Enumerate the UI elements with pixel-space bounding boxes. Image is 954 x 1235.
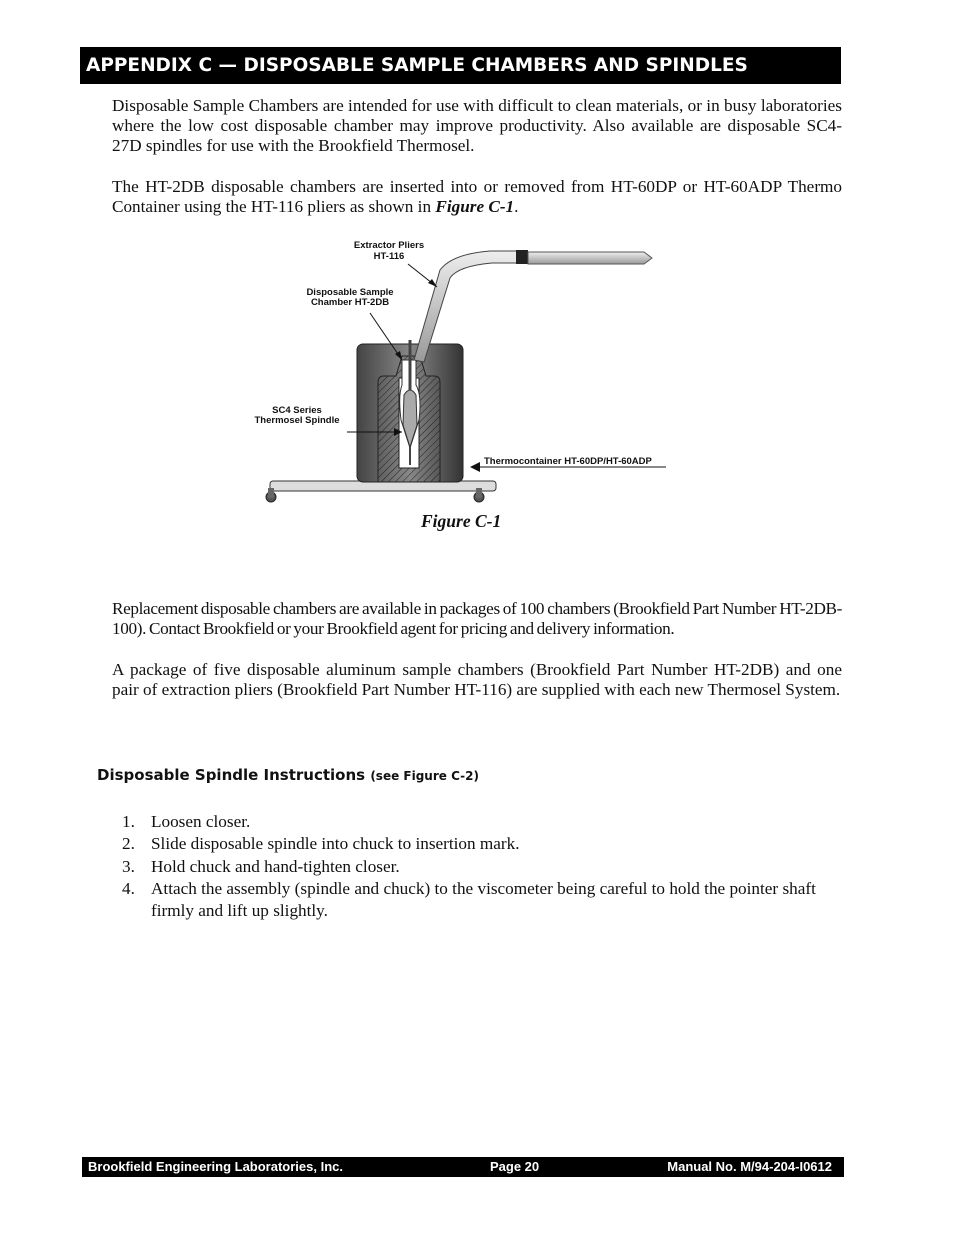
step-number: 4. [122,878,135,898]
instructions-heading [97,766,479,784]
step-item [112,811,842,833]
step-number: 2. [122,834,135,854]
figure-reference: Figure C-1 [435,196,515,216]
chamber-label-line2: Chamber HT-2DB [310,297,390,308]
footer-company: Brookfield Engineering Laboratories, Inc. [88,1159,343,1174]
pliers-label-line2: HT-116 [373,251,405,262]
spindle-label-line2: Thermosel Spindle [254,415,340,426]
package-paragraph: A package of five disposable aluminum sample chambers (Brookfield Part Number HT-2DB) and one pair of extraction pliers (Brookfield Part Number HT-116) are supplied with each new Thermosel System. [112,660,842,699]
step-text: Attach the assembly (spindle and chuck) to the viscometer being careful to hold the pointer shaft firmly and lift up slightly. [151,878,816,921]
page-title: APPENDIX C — DISPOSABLE SAMPLE CHAMBERS AND SPINDLES [80,47,841,84]
step-number: 1. [122,812,135,831]
step-text: Slide disposable spindle into chuck to insertion mark. [151,834,520,854]
pliers-label-line1: Extractor Pliers [353,240,425,251]
instructions-heading-text: Disposable Spindle Instructions [97,766,366,784]
page-footer [82,1157,844,1177]
step-number: 3. [122,856,135,876]
insertion-text: The HT-2DB disposable chambers are inserted into or removed from HT-60DP or HT-60ADP Thermo Container using the HT-116 pliers as shown in [112,177,842,216]
chamber-label-line1: Disposable Sample [306,287,394,298]
instructions-heading-note: (see Figure C-2) [370,769,479,783]
step-item [112,878,842,923]
footer-page-number: Page 20 [490,1159,540,1174]
footer-manual-number: Manual No. M/94-204-I0612 [667,1159,832,1174]
insertion-paragraph [112,177,842,217]
instruction-steps [112,811,842,922]
insertion-end: . [514,196,519,216]
step-text: Loosen closer. [151,812,251,831]
step-item [112,856,842,878]
container-label: Thermocontainer HT-60DP/HT-60ADP [484,456,652,467]
replacement-paragraph: Replacement disposable chambers are available in packages of 100 chambers (Brookfield Part Number HT-2DB-100). Contact Brookfield or your Brookfield agent for pricing and delivery information. [112,599,842,638]
figure-caption: Figure C-1 [421,511,502,531]
step-item [112,833,842,855]
base-plate [266,481,496,502]
intro-paragraph: Disposable Sample Chambers are intended for use with difficult to clean materials, or in busy laboratories where the low cost disposable chamber may improve productivity. Also available are disposable SC4-27D spindles for use with the Brookfield Thermosel. [112,96,842,155]
spindle-label-line1: SC4 Series [272,405,322,416]
figure-c1-diagram [240,235,680,510]
step-text: Hold chuck and hand-tighten closer. [151,856,400,876]
